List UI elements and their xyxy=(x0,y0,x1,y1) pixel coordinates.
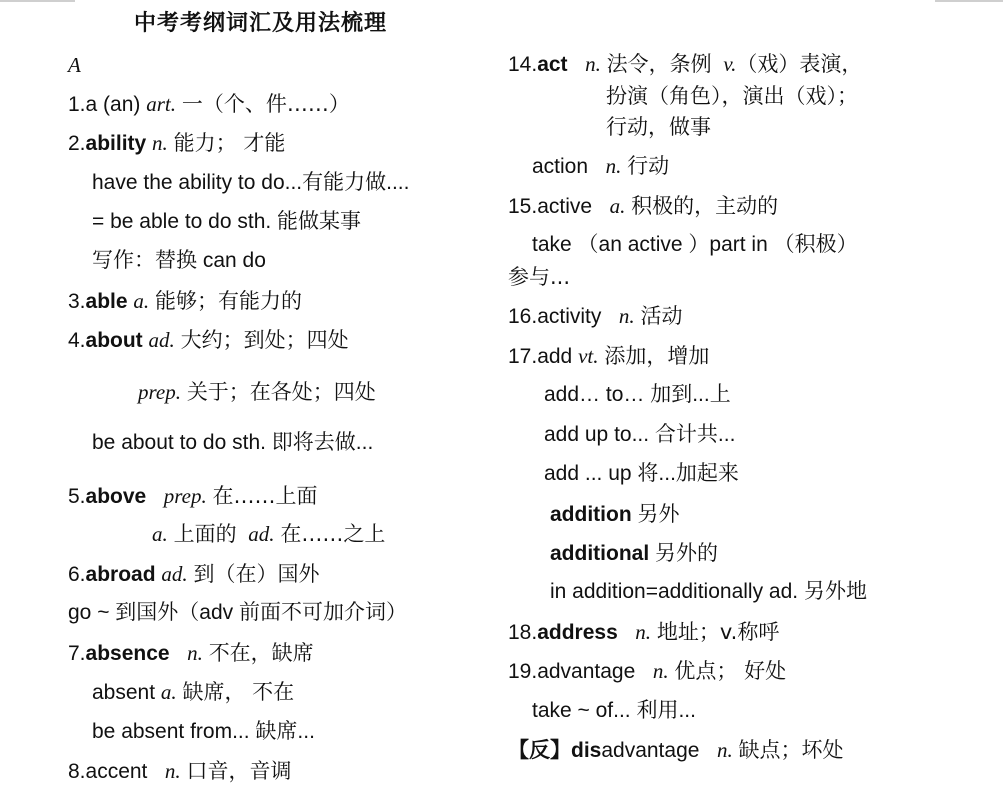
entry-15-example-1-cont: 参与... xyxy=(508,265,571,289)
entry-6: 6.abroad ad. 到（在）国外 xyxy=(68,562,320,586)
entry-19: 19.advantage n. 优点； 好处 xyxy=(508,659,787,683)
entry-7-example-2: be absent from... 缺席... xyxy=(92,720,315,743)
section-letter: A xyxy=(68,53,81,77)
entry-5: 5.above prep. 在……上面 xyxy=(68,484,318,508)
entry-14: 14.act n. 法令，条例 v.（戏）表演， xyxy=(508,52,863,76)
entry-2-example-2: = be able to do sth. 能做某事 xyxy=(92,210,362,233)
entry-14-def-line-2: 扮演（角色），演出（戏）； xyxy=(606,84,858,108)
entry-17-example-4: addition 另外 xyxy=(550,502,680,526)
entry-17-example-3: add ... up 将...加起来 xyxy=(544,462,739,485)
entry-4: 4.about ad. 大约；到处；四处 xyxy=(68,328,349,352)
entry-3: 3.able a. 能够；有能力的 xyxy=(68,289,302,313)
entry-8: 8.accent n. 口音，音调 xyxy=(68,759,292,783)
entry-2-example-3: 写作：替换 can do xyxy=(92,249,266,272)
entry-19-example-1: take ~ of... 利用... xyxy=(532,699,696,722)
entry-2: 2.ability n. 能力； 才能 xyxy=(68,131,286,155)
entry-4-sense-2: prep. 关于；在各处；四处 xyxy=(138,380,376,404)
entry-17: 17.add vt. 添加，增加 xyxy=(508,344,710,368)
entry-17-example-5: additional 另外的 xyxy=(550,541,719,565)
entry-19-antonym: 【反】disadvantage n. 缺点；坏处 xyxy=(508,738,844,762)
entry-7-example-1: absent a. 缺席， 不在 xyxy=(92,680,295,704)
entry-17-example-2: add up to... 合计共... xyxy=(544,423,736,446)
entry-7: 7.absence n. 不在，缺席 xyxy=(68,641,314,665)
entry-1: 1.a (an) art. 一（个、件……） xyxy=(68,92,350,116)
entry-2-example-1: have the ability to do...有能力做.... xyxy=(92,171,410,194)
header-rule xyxy=(0,0,1003,2)
entry-17-example-6: in addition=additionally ad. 另外地 xyxy=(550,580,867,603)
page-title: 中考考纲词汇及用法梳理 xyxy=(134,10,388,36)
entry-15: 15.active a. 积极的，主动的 xyxy=(508,194,779,218)
entry-15-example-1: take （an active ）part in （积极） xyxy=(532,233,858,256)
entry-5-sense-2: a. 上面的 ad. 在……之上 xyxy=(152,522,386,546)
entry-18: 18.address n. 地址；v.称呼 xyxy=(508,620,780,644)
entry-4-example-1: be about to do sth. 即将去做... xyxy=(92,431,374,454)
entry-16: 16.activity n. 活动 xyxy=(508,304,683,328)
entry-14-example-1: action n. 行动 xyxy=(532,154,670,178)
entry-14-def-line-3: 行动，做事 xyxy=(606,115,711,139)
entry-17-example-1: add… to… 加到...上 xyxy=(544,383,731,406)
entry-6-example-1: go ~ 到国外（adv 前面不可加介词） xyxy=(68,601,407,624)
